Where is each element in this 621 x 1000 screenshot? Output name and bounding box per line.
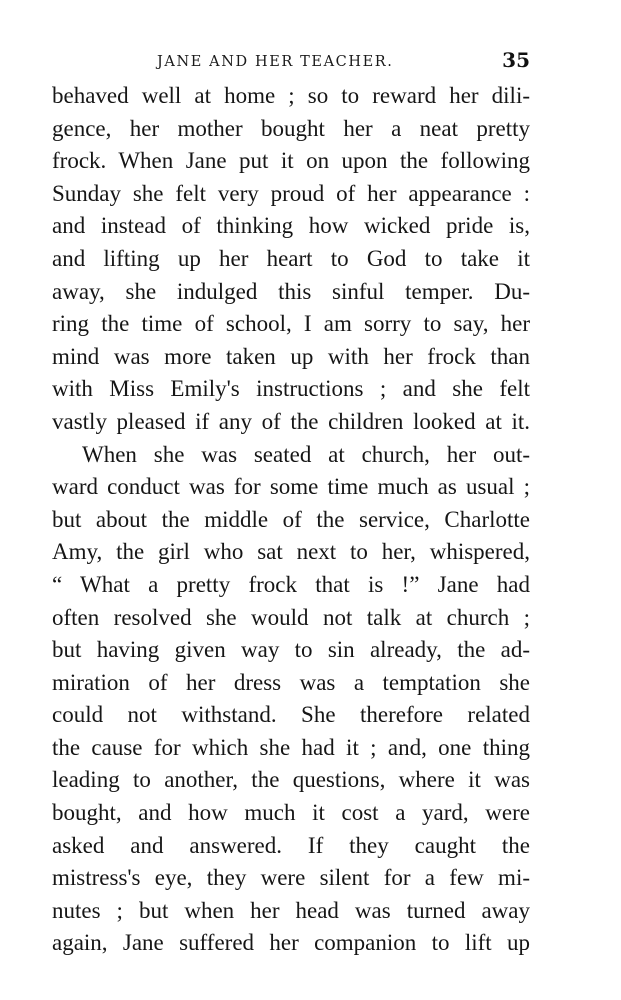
text-line: miration of her dress was a temptation she xyxy=(52,669,530,695)
text-line: with Miss Emily's instructions ; and she felt xyxy=(52,376,530,402)
text-line: but about the middle of the service, Charlotte xyxy=(52,506,530,532)
text-line: asked and answered. If they caught the xyxy=(52,832,530,858)
text-line: behaved well at home ; so to reward her dili- xyxy=(52,83,530,108)
text-line: the cause for which she had it ; and, one thing xyxy=(52,734,530,760)
text-line: could not withstand. She therefore related xyxy=(52,702,530,728)
text-line: ward conduct was for some time much as usual ; xyxy=(52,474,530,500)
text-line: bought, and how much it cost a yard, were xyxy=(52,800,530,826)
page-number: 35 xyxy=(502,48,530,72)
text-line: often resolved she would not talk at church ; xyxy=(52,604,530,630)
text-line: frock. When Jane put it on upon the following xyxy=(52,148,530,174)
running-title: JANE AND HER TEACHER. xyxy=(157,54,394,70)
running-head xyxy=(52,48,530,78)
text-line: leading to another, the questions, where it was xyxy=(52,767,530,793)
text-line: vastly pleased if any of the children looked at it. xyxy=(52,408,530,434)
text-line: “ What a pretty frock that is !” Jane had xyxy=(52,571,530,597)
text-line: and lifting up her heart to God to take it xyxy=(52,245,530,271)
text-line: mind was more taken up with her frock than xyxy=(52,343,530,369)
text-line: but having given way to sin already, the ad- xyxy=(52,637,530,663)
paragraph-first-line: When she was seated at church, her out- xyxy=(82,441,530,467)
text-line: nutes ; but when her head was turned away xyxy=(52,897,530,923)
text-line: mistress's eye, they were silent for a few mi- xyxy=(52,865,530,891)
text-line: again, Jane suffered her companion to lift up xyxy=(52,930,530,956)
text-line: and instead of thinking how wicked pride is, xyxy=(52,213,530,239)
text-line: ring the time of school, I am sorry to say, her xyxy=(52,311,530,337)
text-line: away, she indulged this sinful temper. Du- xyxy=(52,278,530,304)
text-line: Sunday she felt very proud of her appearance : xyxy=(52,180,530,206)
text-line: gence, her mother bought her a neat pretty xyxy=(52,115,530,141)
text-line: Amy, the girl who sat next to her, whispered, xyxy=(52,539,530,565)
body-text xyxy=(52,80,530,960)
